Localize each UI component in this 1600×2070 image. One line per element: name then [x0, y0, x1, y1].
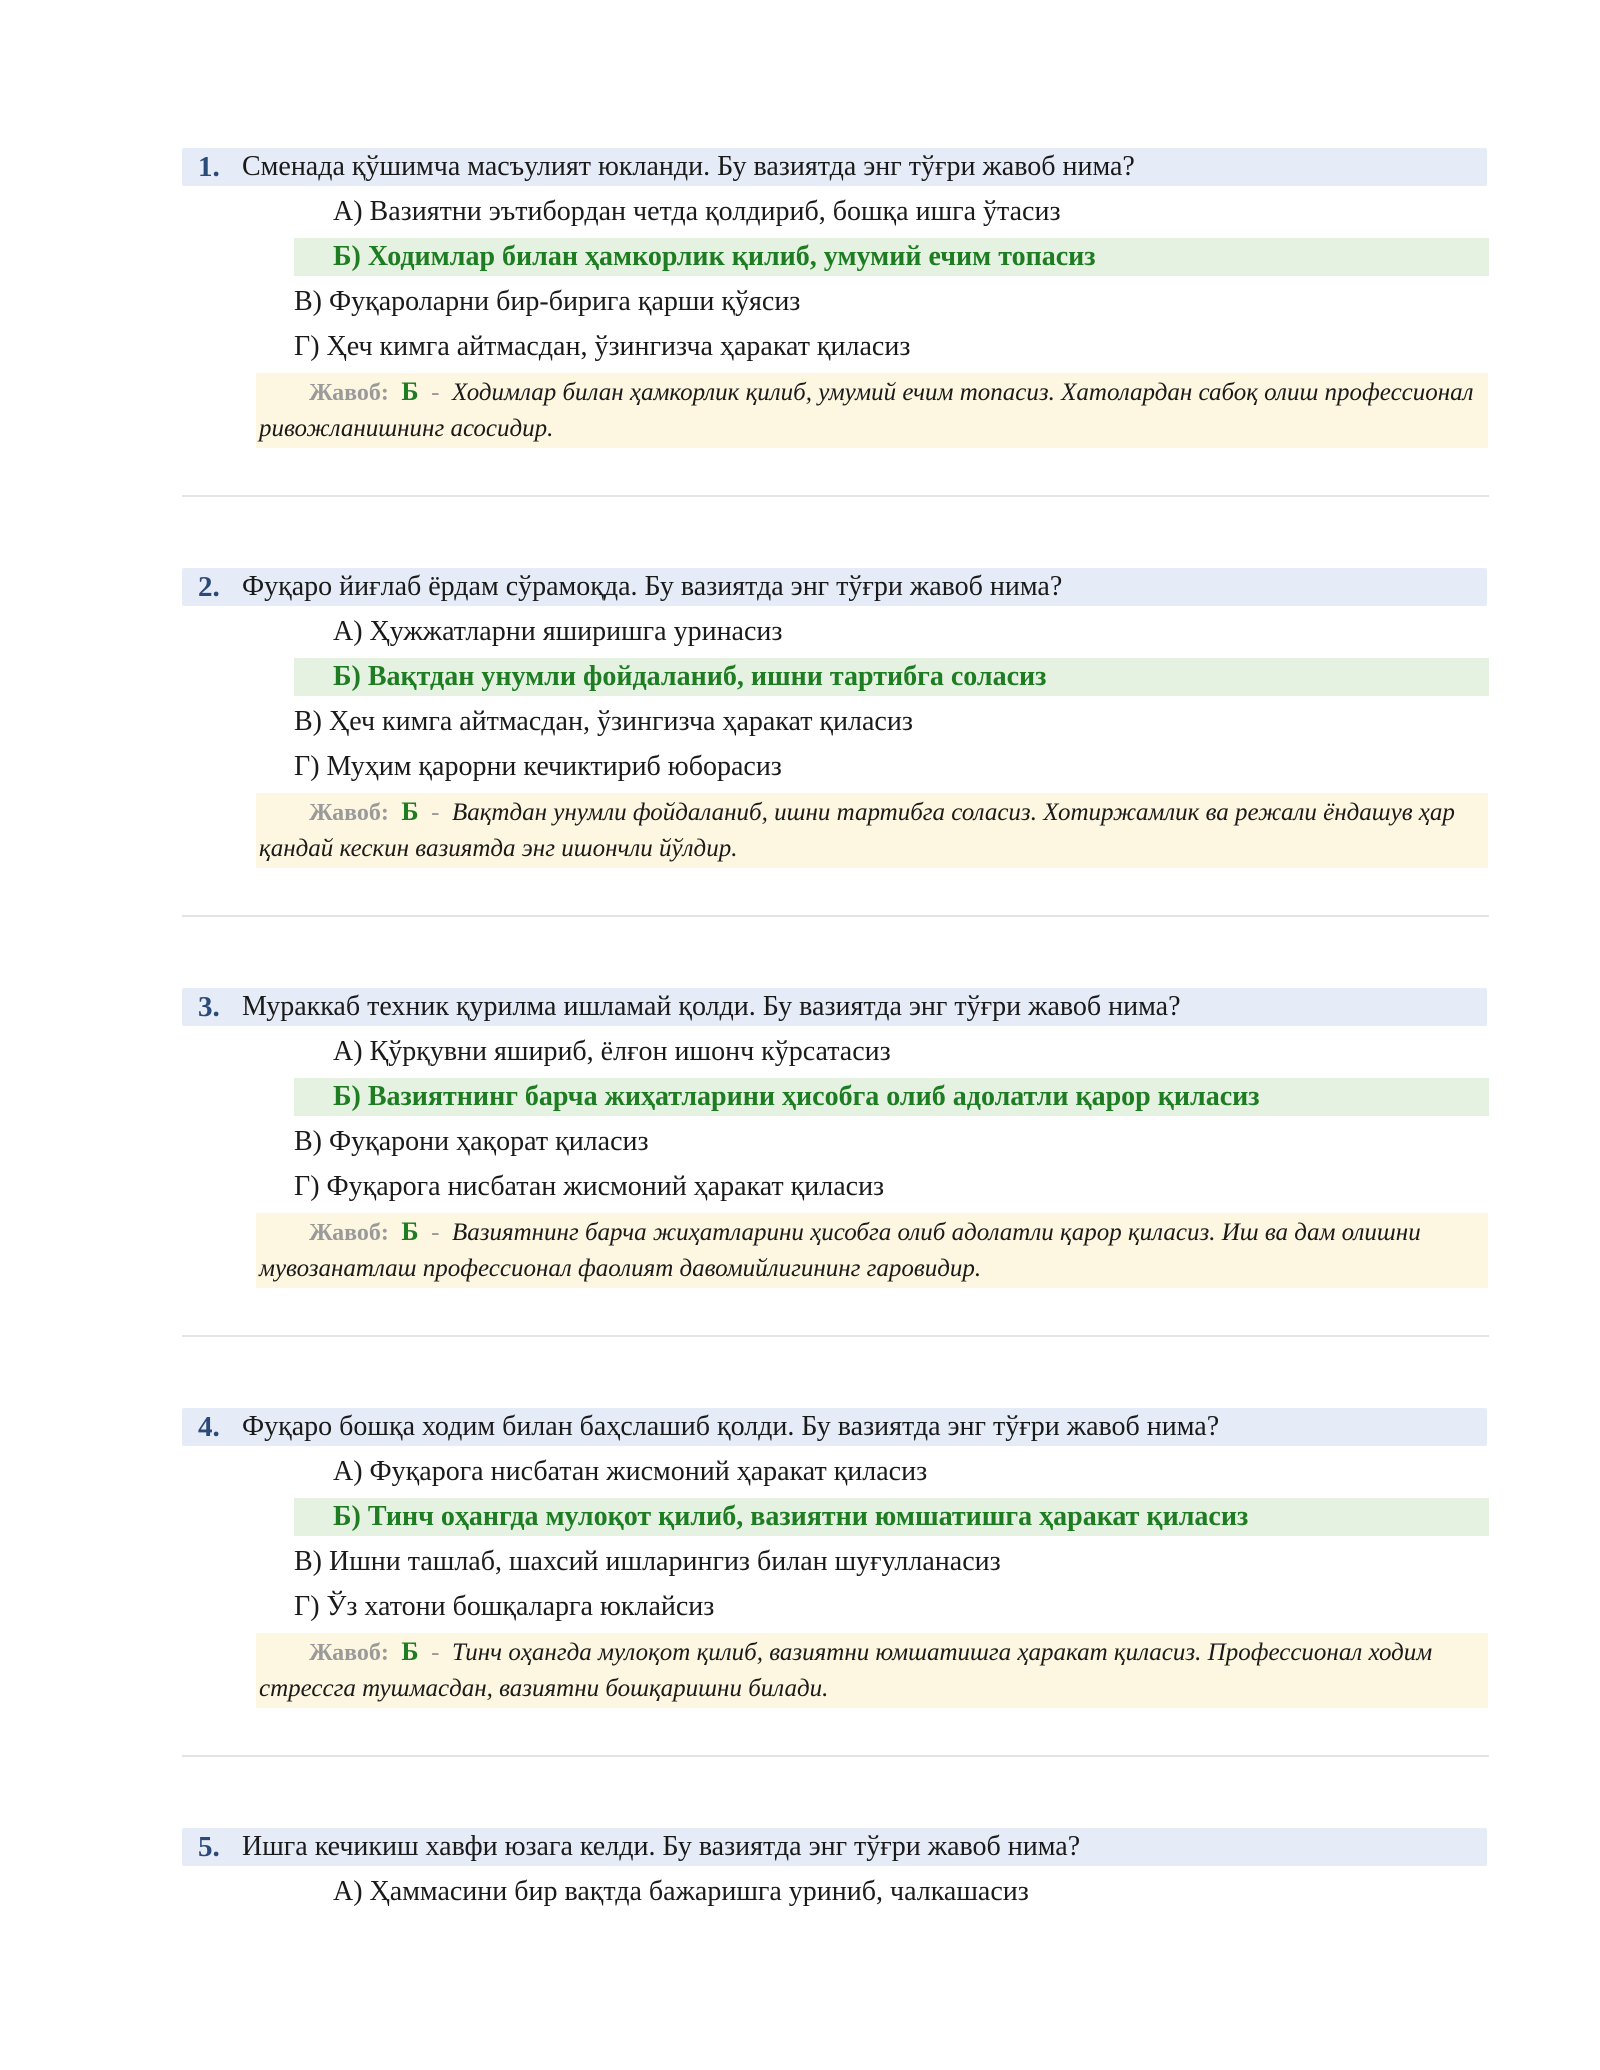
question-block [0, 148, 1600, 448]
option-b-correct [294, 1498, 1489, 1536]
answer-letter: Б [401, 797, 419, 826]
question-header [182, 568, 1487, 606]
option-d: Г) Муҳим қарорни кечиктириб юборасиз [294, 751, 782, 782]
question-number: 4. [198, 1411, 220, 1443]
question-header [182, 1828, 1487, 1866]
answer-dash: - [431, 799, 440, 826]
question-number: 2. [198, 571, 220, 603]
option-b-correct [294, 1078, 1489, 1116]
answer-box [256, 1633, 1488, 1708]
question-header [182, 988, 1487, 1026]
option-a: А) Фуқарога нисбатан жисмоний ҳаракат қиласиз [333, 1456, 928, 1487]
answer-letter: Б [401, 1637, 419, 1666]
question-number: 3. [198, 991, 220, 1023]
question-divider [182, 1755, 1489, 1757]
option-c: В) Ҳеч кимга айтмасдан, ўзингизча ҳаракат қиласиз [294, 706, 913, 737]
option-b-text: Б) Вақтдан унумли фойдаланиб, ишни тартибга соласиз [333, 661, 1047, 692]
question-number: 5. [198, 1831, 220, 1863]
answer-label: Жавоб: [309, 1640, 389, 1666]
option-a: А) Ҳужжатларни яширишга уринасиз [333, 616, 783, 647]
option-d: Г) Фуқарога нисбатан жисмоний ҳаракат қиласиз [294, 1171, 885, 1202]
answer-label: Жавоб: [309, 800, 389, 826]
option-c: В) Фуқароларни бир-бирига қарши қўясиз [294, 286, 801, 317]
question-divider [182, 1335, 1489, 1337]
question-text: Мураккаб техник қурилма ишламай қолди. Бу вазиятда энг тўғри жавоб нима? [242, 991, 1181, 1022]
question-text: Ишга кечикиш хавфи юзага келди. Бу вазиятда энг тўғри жавоб нима? [242, 1831, 1081, 1862]
question-block [0, 568, 1600, 868]
option-c: В) Ишни ташлаб, шахсий ишларингиз билан шуғулланасиз [294, 1546, 1001, 1577]
option-b-correct [294, 238, 1489, 276]
option-b-text: Б) Тинч оҳангда мулоқот қилиб, вазиятни юмшатишга ҳаракат қиласиз [333, 1501, 1249, 1532]
option-b-text: Б) Вазиятнинг барча жиҳатларини ҳисобга олиб адолатли қарор қиласиз [333, 1081, 1260, 1112]
answer-explanation: Вазиятнинг барча жиҳатларини ҳисобга олиб адолатли қарор қиласиз. Иш ва дам олишни мувозанатлаш профессионал фаолият давомийлигининг гаровидир. [259, 1219, 1421, 1282]
answer-box [256, 373, 1488, 448]
answer-box [256, 793, 1488, 868]
option-d: Г) Ҳеч кимга айтмасдан, ўзингизча ҳаракат қиласиз [294, 331, 911, 362]
question-text: Сменада қўшимча масъулият юкланди. Бу вазиятда энг тўғри жавоб нима? [242, 151, 1135, 182]
question-number: 1. [198, 151, 220, 183]
option-d: Г) Ўз хатони бошқаларга юклайсиз [294, 1591, 715, 1622]
answer-explanation: Тинч оҳангда мулоқот қилиб, вазиятни юмшатишга ҳаракат қиласиз. Профессионал ходим стрессга тушмасдан, вазиятни бошқаришни билади. [259, 1639, 1433, 1702]
question-header [182, 1408, 1487, 1446]
question-block [0, 1408, 1600, 1708]
answer-label: Жавоб: [309, 1220, 389, 1246]
answer-label: Жавоб: [309, 380, 389, 406]
answer-explanation: Вақтдан унумли фойдаланиб, ишни тартибга соласиз. Хотиржамлик ва режали ёндашув ҳар қандай кескин вазиятда энг ишончли йўлдир. [259, 799, 1455, 862]
question-divider [182, 915, 1489, 917]
option-b-correct [294, 658, 1489, 696]
answer-letter: Б [401, 1217, 419, 1246]
answer-dash: - [431, 1639, 440, 1666]
answer-box [256, 1213, 1488, 1288]
question-text: Фуқаро бошқа ходим билан баҳслашиб қолди. Бу вазиятда энг тўғри жавоб нима? [242, 1411, 1220, 1442]
question-block [0, 988, 1600, 1288]
question-header [182, 148, 1487, 186]
question-divider [182, 495, 1489, 497]
answer-letter: Б [401, 377, 419, 406]
answer-dash: - [431, 379, 440, 406]
option-a: А) Ҳаммасини бир вақтда бажаришга уриниб, чалкашасиз [333, 1876, 1029, 1907]
question-block [0, 1828, 1600, 1928]
option-b-text: Б) Ходимлар билан ҳамкорлик қилиб, умумий ечим топасиз [333, 241, 1096, 272]
answer-explanation: Ходимлар билан ҳамкорлик қилиб, умумий ечим топасиз. Хатолардан сабоқ олиш профессионал ривожланишнинг асосидир. [259, 379, 1474, 442]
answer-dash: - [431, 1219, 440, 1246]
question-text: Фуқаро йиғлаб ёрдам сўрамоқда. Бу вазиятда энг тўғри жавоб нима? [242, 571, 1063, 602]
option-c: В) Фуқарони ҳақорат қиласиз [294, 1126, 649, 1157]
option-a: А) Вазиятни эътибордан четда қолдириб, бошқа ишга ўтасиз [333, 196, 1061, 227]
option-a: А) Қўрқувни яшириб, ёлғон ишонч кўрсатасиз [333, 1036, 891, 1067]
